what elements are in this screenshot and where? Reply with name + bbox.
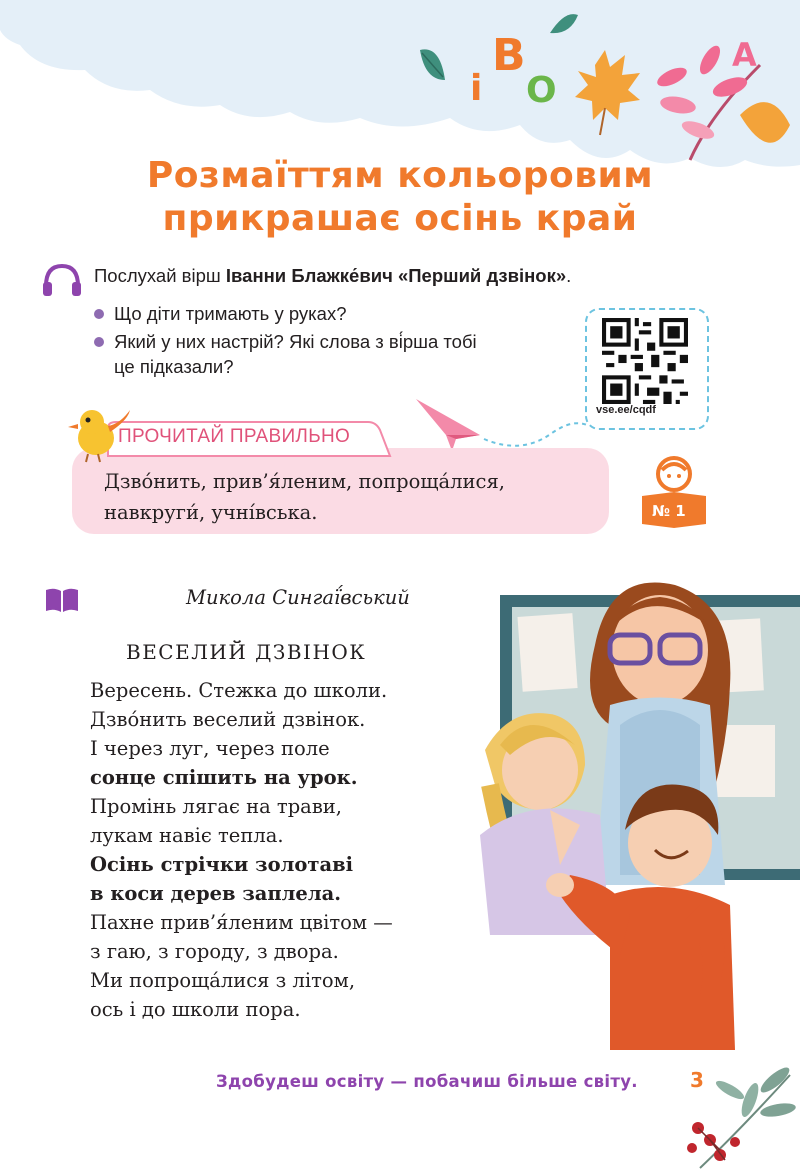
maple-leaf-icon [575,50,640,135]
read-words-line-2: навкруги́, учні́вська. [104,501,318,524]
listen-author: Іванни Блажке́вич [225,265,393,286]
listen-instruction [94,265,571,287]
green-leaf-icon [420,49,445,80]
question-item [94,329,574,354]
question-text: Який у них настрій? Які слова з ві́рша тобі [114,331,477,352]
headphones-icon [40,262,84,298]
question-item [94,301,574,326]
read-words-line-1: Дзво́нить, прив’я́леним, попроща́лися, [104,470,505,493]
poem-line: з гаю, з городу, з двора. [90,940,339,963]
question-text: Що діти тримають у руках? [114,303,347,324]
poem-line: І через луг, через поле [90,737,330,760]
question-item-continuation [94,354,574,379]
page-title-line-1: Розмаїттям кольоровим [146,155,654,196]
autumn-leaves-decoration [410,5,800,170]
bullet-icon [94,337,104,347]
poem-line: в коси дерев заплела. [90,882,342,905]
page-title-line-2: прикрашає осінь край [162,198,638,239]
poem-line: Вересень. Стежка до школи. [90,679,388,702]
poem-author: Микола Сингаї́вський [186,586,410,609]
qr-code[interactable] [596,318,694,404]
berry-branch-icon [680,1060,800,1171]
poem-line: ось і до школи пора. [90,998,301,1021]
qr-caption: vse.ee/cqdf [596,404,656,416]
poem-title: ВЕСЕЛИЙ ДЗВІНОК [126,640,367,664]
poem-line: Пахне прив’я́леним цвітом — [90,911,393,934]
letter-o-decoration: О [526,70,557,111]
poem-line: Ми попроща́лися з літом, [90,969,356,992]
letter-i-decoration: і [470,68,483,109]
poem-line: лукам навіє тепла. [90,824,284,847]
poem-line: Осінь стрічки золотаві [90,853,354,876]
paper-plane-icon [412,395,592,455]
footer-proverb: Здобудеш освіту — побачиш більше світу. [216,1072,638,1091]
teacher-children-illustration [460,575,800,1050]
listen-prefix: Послухай вірш [94,265,226,286]
open-book-icon [44,587,80,613]
listen-suffix: . [566,265,572,286]
page-number: 3 [690,1068,704,1092]
orange-leaf-icon [740,102,790,143]
reader-badge-number: № 1 [652,502,686,520]
letter-a-decoration: А [732,36,757,74]
listen-work-title: «Перший дзвінок» [397,265,567,286]
poem-line: Дзво́нить веселий дзвінок. [90,708,366,731]
poem-line: Промінь лягає на трави, [90,795,342,818]
bird-icon [60,402,134,464]
bullet-icon [94,309,104,319]
question-text: це підказали? [114,356,234,377]
green-leaf-icon [550,14,578,33]
read-correctly-label: ПРОЧИТАЙ ПРАВИЛЬНО [118,426,351,447]
letter-v-decoration: В [492,30,526,81]
poem-line: сонце спішить на урок. [90,766,358,789]
